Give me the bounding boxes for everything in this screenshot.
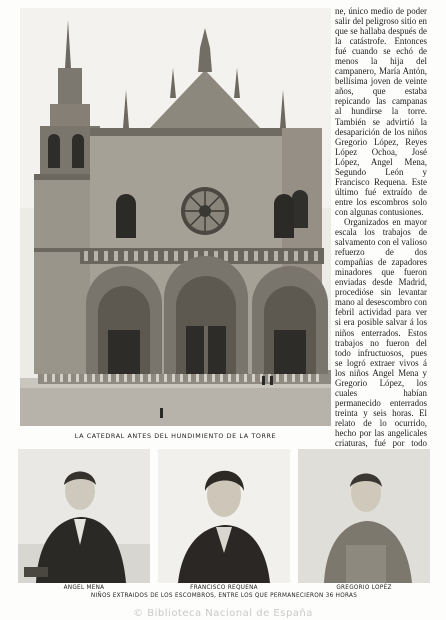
article-text xyxy=(335,6,427,450)
portrait-gregorio-lopez xyxy=(298,449,430,583)
article-paragraph: Organizados en mayor escala los trabajos de salvamento con el valioso refuerzo de dos compañías de zapadores minadores que fueron enviadas desde Madrid, procedióse sin levantar mano al desescombro con febril actividad para ver si era posible salvar á los niños enterrados. Estos trabajos no fueron del todo infructuosos, pues se logró extraer vivos á los niños Angel Mena y Gregorio López, los cuales habían permanecido enterrados treinta y seis horas. El relato de lo ocurrido, hecho por las angelicales criaturas, fué por todo xyxy=(335,216,427,449)
cathedral-photo-caption: LA CATEDRAL ANTES DEL HUNDIMIENTO DE LA TORRE xyxy=(74,432,277,440)
boy-portrait-illustration xyxy=(298,449,430,583)
cathedral-photo xyxy=(20,8,331,426)
portrait-angel-mena xyxy=(18,449,150,583)
library-watermark: © Biblioteca Nacional de España xyxy=(133,608,313,619)
portrait-name: ANGEL MENA xyxy=(63,585,105,591)
portraits-row xyxy=(18,449,430,583)
boy-portrait-illustration xyxy=(158,449,290,583)
boy-portrait-illustration xyxy=(18,449,150,583)
cathedral-illustration xyxy=(20,8,331,426)
article-paragraph: ne, único medio de poder salir del peligroso sitio en que se hallaba después de la catástrofe. Entonces fué cuando se echó de menos la hija del campanero, María Antón, bellísima joven de veinte años, que estaba repicando las campanas al hundirse la torre. También se advirtió la desaparición de los niños Gregorio López, Reyes López Ochoa, José López, Angel Mena, Segundo León y Francisco Requena. Este último fué extraído de entre los escombros solo con algunas contusiones. xyxy=(335,6,427,217)
portrait-name: FRANCISCO REQUENA xyxy=(190,585,258,591)
portraits-caption: NIÑOS EXTRAIDOS DE LOS ESCOMBROS, ENTRE LOS QUE PERMANECIERON 36 HORAS xyxy=(90,593,358,599)
portrait-name: GREGORIO LOPÉZ xyxy=(336,585,392,591)
portrait-francisco-requena xyxy=(158,449,290,583)
